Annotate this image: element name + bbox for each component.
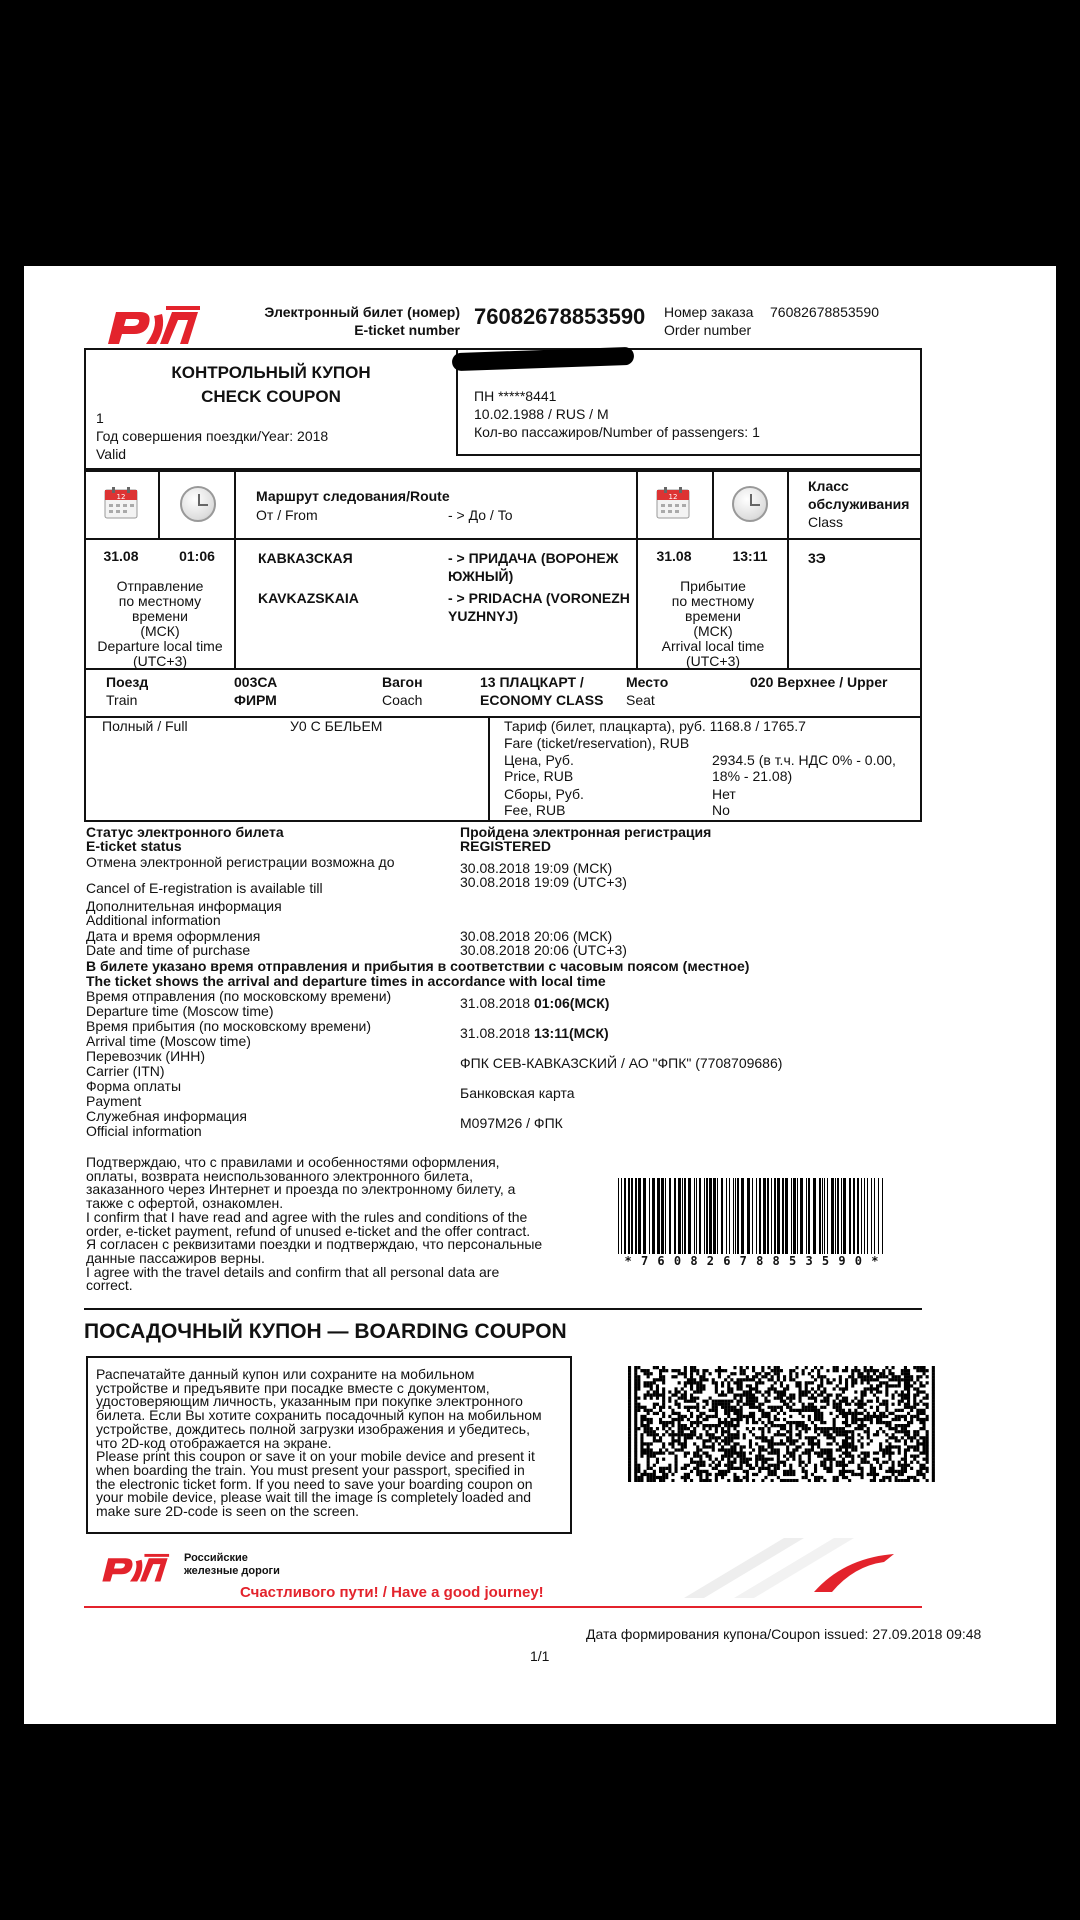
coach-value-1: 13 ПЛАЦКАРТ / [480, 674, 584, 690]
rzd-footer-logo [98, 1550, 172, 1584]
class-label-en: Class [808, 514, 844, 530]
purchase-label-ru: Дата и время оформления [86, 928, 261, 944]
purchase-utc: 30.08.2018 20:06 (UTC+3) [460, 942, 627, 958]
2d-barcode-graphic [628, 1366, 938, 1482]
trip-year: Год совершения поездки/Year: 2018 [96, 428, 329, 444]
departure-date: 31.08 [103, 548, 139, 564]
moscow-departure-label-en: Departure time (Moscow time) [86, 1003, 274, 1019]
cancel-utc: 30.08.2018 19:09 (UTC+3) [460, 874, 627, 890]
2d-barcode [628, 1366, 938, 1482]
price-label-en: Price, RUB [504, 768, 574, 784]
boarding-line: билета. Если Вы хотите сохранить посадочный купон на мобильном [96, 1407, 542, 1424]
cancel-msk: 30.08.2018 19:09 (МСК) [460, 860, 613, 876]
confirm-line: данные пассажиров верны. [86, 1249, 265, 1266]
from-station-en: KAVKAZSKAIA [258, 590, 359, 606]
carrier-value: ФПК СЕВ-КАВКАЗСКИЙ / АО "ФПК" (7708709686) [460, 1055, 783, 1071]
boarding-line: your mobile device, please wait till the image is completely loaded and [96, 1489, 532, 1506]
carrier-label-en: Carrier (ITN) [86, 1063, 165, 1079]
eticket-label-en: E-ticket number [354, 322, 460, 338]
to-station-ru-1: - > ПРИДАЧА (ВОРОНЕЖ [448, 550, 619, 566]
fare-type: Полный / Full [102, 718, 188, 734]
departure-desc-5: Departure local time [97, 638, 223, 654]
to-station-ru-2: ЮЖНЫЙ) [448, 568, 514, 584]
arrival-desc-2: по местному [671, 593, 755, 609]
moscow-arrival-value [460, 1025, 609, 1041]
train-type: ФИРМ [234, 692, 277, 708]
arrival-desc-6: (UTC+3) [685, 653, 741, 669]
seat-label-ru: Место [626, 674, 669, 690]
price-value-1: 2934.5 (в т.ч. НДС 0% - 0.00, [712, 752, 896, 768]
confirm-line: Подтверждаю, что с правилами и особенностями оформления, [86, 1154, 500, 1170]
coach-label-ru: Вагон [382, 674, 423, 690]
status-label-en: E-ticket status [86, 838, 182, 854]
svg-text:12: 12 [116, 493, 126, 501]
ticket-sheet [24, 266, 1056, 1724]
departure-time: 01:06 [179, 548, 215, 564]
ticket-number: 76082678853590 [474, 304, 646, 329]
official-label-ru: Служебная информация [86, 1108, 247, 1124]
boarding-line: Распечатайте данный купон или сохраните на мобильном [96, 1366, 475, 1382]
purchase-msk: 30.08.2018 20:06 (МСК) [460, 928, 613, 944]
passenger-doc: ПН *****8441 [474, 388, 557, 404]
class-value: 3Э [808, 550, 826, 566]
arrival-time: 13:11 [732, 548, 768, 564]
arrival-date: 31.08 [656, 548, 692, 564]
boarding-title: ПОСАДОЧНЫЙ КУПОН — BOARDING COUPON [84, 1320, 567, 1343]
train-label-en: Train [106, 692, 138, 708]
moscow-arrival-label-ru: Время прибытия (по московскому времени) [86, 1018, 372, 1034]
official-label-en: Official information [86, 1123, 202, 1139]
additional-info-ru: Дополнительная информация [86, 898, 282, 914]
fare-service: У0 С БЕЛЬЕМ [290, 718, 383, 734]
moscow-arrival-label-en: Arrival time (Moscow time) [86, 1033, 251, 1049]
carrier-label-ru: Перевозчик (ИНН) [86, 1048, 206, 1064]
boarding-line: устройстве и предъявите при посадке вместе с документом, [96, 1379, 490, 1396]
footer-red-line [84, 1606, 922, 1608]
confirm-line: оплаты, возврата неиспользованного электронного билета, [86, 1167, 473, 1184]
fee-label-en: Fee, RUB [504, 802, 566, 818]
departure-desc-6: (UTC+3) [132, 653, 188, 669]
to-station-en-2: YUZHNYJ) [448, 608, 519, 624]
departure-calendar-icon [104, 486, 138, 520]
fee-label-ru: Сборы, Руб. [504, 786, 584, 802]
timezone-notice-en: The ticket shows the arrival and departure times in accordance with local time [86, 973, 606, 989]
status-value-en: REGISTERED [460, 838, 552, 854]
moscow-departure-value [460, 995, 609, 1011]
moscow-departure-time: 01:06(МСК) [533, 995, 610, 1011]
slogan: Счастливого пути! / Have a good journey! [240, 1584, 544, 1601]
status-label-ru: Статус электронного билета [86, 824, 284, 840]
rzd-logo [102, 302, 204, 346]
train-label-ru: Поезд [106, 674, 149, 690]
departure-desc-3: времени [132, 608, 188, 624]
page-number: 1/1 [530, 1648, 550, 1664]
coupon-title-en: CHECK COUPON [201, 387, 341, 406]
arrival-clock-icon [732, 486, 768, 522]
departure-desc-4: (МСК) [140, 623, 180, 639]
boarding-line: the electronic ticket form. If you need to save your boarding coupon on [96, 1475, 533, 1492]
confirm-line: order, e-ticket payment, refund of unused e-ticket and the offer contract. [86, 1222, 531, 1239]
order-label-ru: Номер заказа [664, 304, 754, 320]
payment-label-ru: Форма оплаты [86, 1078, 182, 1094]
confirm-line: Я согласен с реквизитами поездки и подтверждаю, что персональные [86, 1236, 543, 1253]
departure-desc-1: Отправление [116, 578, 204, 594]
departure-clock-icon [180, 486, 216, 522]
tariff-en: Fare (ticket/reservation), RUB [504, 735, 690, 751]
moscow-arrival-time: 13:11(МСК) [533, 1025, 609, 1041]
class-label-2: обслуживания [808, 496, 910, 512]
linear-barcode-graphic [616, 1178, 888, 1256]
linear-barcode [616, 1178, 888, 1256]
eticket-label-ru: Электронный билет (номер) [264, 304, 460, 320]
route-from-label: От / From [256, 507, 318, 523]
train-number: 003СА [234, 674, 278, 690]
departure-desc-2: по местному [118, 593, 202, 609]
arrival-desc-4: (МСК) [693, 623, 733, 639]
moscow-arrival-date: 31.08.2018 [460, 1025, 531, 1041]
boarding-line: удостоверяющим личность, указанным при покупке электронного [96, 1393, 523, 1410]
boarding-instructions [96, 1368, 566, 1519]
fee-value-ru: Нет [712, 786, 736, 802]
confirmation-text [86, 1156, 586, 1293]
valid-label: Valid [96, 446, 127, 462]
boarding-line: что 2D-код отображается на экране. [96, 1434, 332, 1451]
cancel-label-ru: Отмена электронной регистрации возможна до [86, 854, 395, 870]
confirm-line: заказанного через Интернет и проезда по электронному билету, а [86, 1181, 516, 1198]
moscow-departure-label-ru: Время отправления (по московскому времени) [86, 988, 392, 1004]
arrival-desc-1: Прибытие [680, 578, 746, 594]
coupon-issued: Дата формирования купона/Coupon issued: 27.09.2018 09:48 [586, 1626, 982, 1642]
purchase-label-en: Date and time of purchase [86, 942, 251, 958]
order-number: 76082678853590 [770, 304, 880, 320]
seat-value: 020 Верхнее / Upper [750, 674, 888, 690]
class-label-1: Класс [808, 478, 849, 494]
boarding-line: when boarding the train. You must present your passport, specified in [96, 1461, 525, 1478]
passengers-count: Кол-во пассажиров/Number of passengers: 1 [474, 424, 760, 440]
cancel-label-en: Cancel of E-registration is available till [86, 880, 323, 896]
coach-label-en: Coach [382, 692, 423, 708]
rzd-name-1: Российские [184, 1552, 248, 1564]
rzd-name-2: железные дороги [184, 1565, 280, 1577]
payment-value: Банковская карта [460, 1085, 575, 1101]
status-value-ru: Пройдена электронная регистрация [460, 824, 712, 840]
confirm-line: correct. [86, 1277, 133, 1294]
seat-label-en: Seat [626, 692, 655, 708]
arrival-calendar-icon [656, 486, 690, 520]
arrival-desc-5: Arrival local time [661, 638, 765, 654]
coupon-title-ru: КОНТРОЛЬНЫЙ КУПОН [171, 363, 371, 382]
arrival-desc-3: времени [685, 608, 741, 624]
boarding-line: устройстве, дождитесь полной загрузки изображения и убедитесь, [96, 1420, 530, 1437]
confirm-line: также с офертой, ознакомлен. [86, 1195, 284, 1212]
confirm-line: I agree with the travel details and confirm that all personal data are [86, 1263, 500, 1280]
price-value-2: 18% - 21.08) [712, 768, 793, 784]
price-label-ru: Цена, Руб. [504, 752, 574, 768]
fee-value-en: No [712, 802, 730, 818]
timezone-notice-ru: В билете указано время отправления и прибытия в соответствии с часовым поясом (местное) [86, 958, 750, 974]
additional-info-en: Additional information [86, 912, 221, 928]
decorative-swoosh-icon [664, 1528, 924, 1608]
barcode-caption: * 7 6 0 8 2 6 7 8 8 5 3 5 9 0 * [624, 1254, 880, 1268]
official-value: М097М26 / ФПК [460, 1115, 563, 1131]
coupon-count: 1 [96, 410, 104, 426]
passenger-birth: 10.02.1988 / RUS / M [474, 406, 609, 422]
boarding-line: Please print this coupon or save it on your mobile device and present it [96, 1448, 535, 1465]
boarding-line: make sure 2D-code is seen on the screen. [96, 1503, 360, 1520]
from-station-ru: КАВКАЗСКАЯ [258, 550, 353, 566]
tariff-ru: Тариф (билет, плацкарта), руб. 1168.8 / 1765.7 [504, 718, 806, 734]
route-title: Маршрут следования/Route [256, 488, 450, 504]
moscow-departure-date: 31.08.2018 [460, 995, 531, 1011]
order-label-en: Order number [664, 322, 752, 338]
confirm-line: I confirm that I have read and agree with the rules and conditions of the [86, 1208, 528, 1225]
svg-text:12: 12 [668, 493, 678, 501]
coach-value-2: ECONOMY CLASS [480, 692, 604, 708]
route-to-label: - > До / To [448, 507, 513, 523]
payment-label-en: Payment [86, 1093, 142, 1109]
to-station-en-1: - > PRIDACHA (VORONEZH [448, 590, 630, 606]
